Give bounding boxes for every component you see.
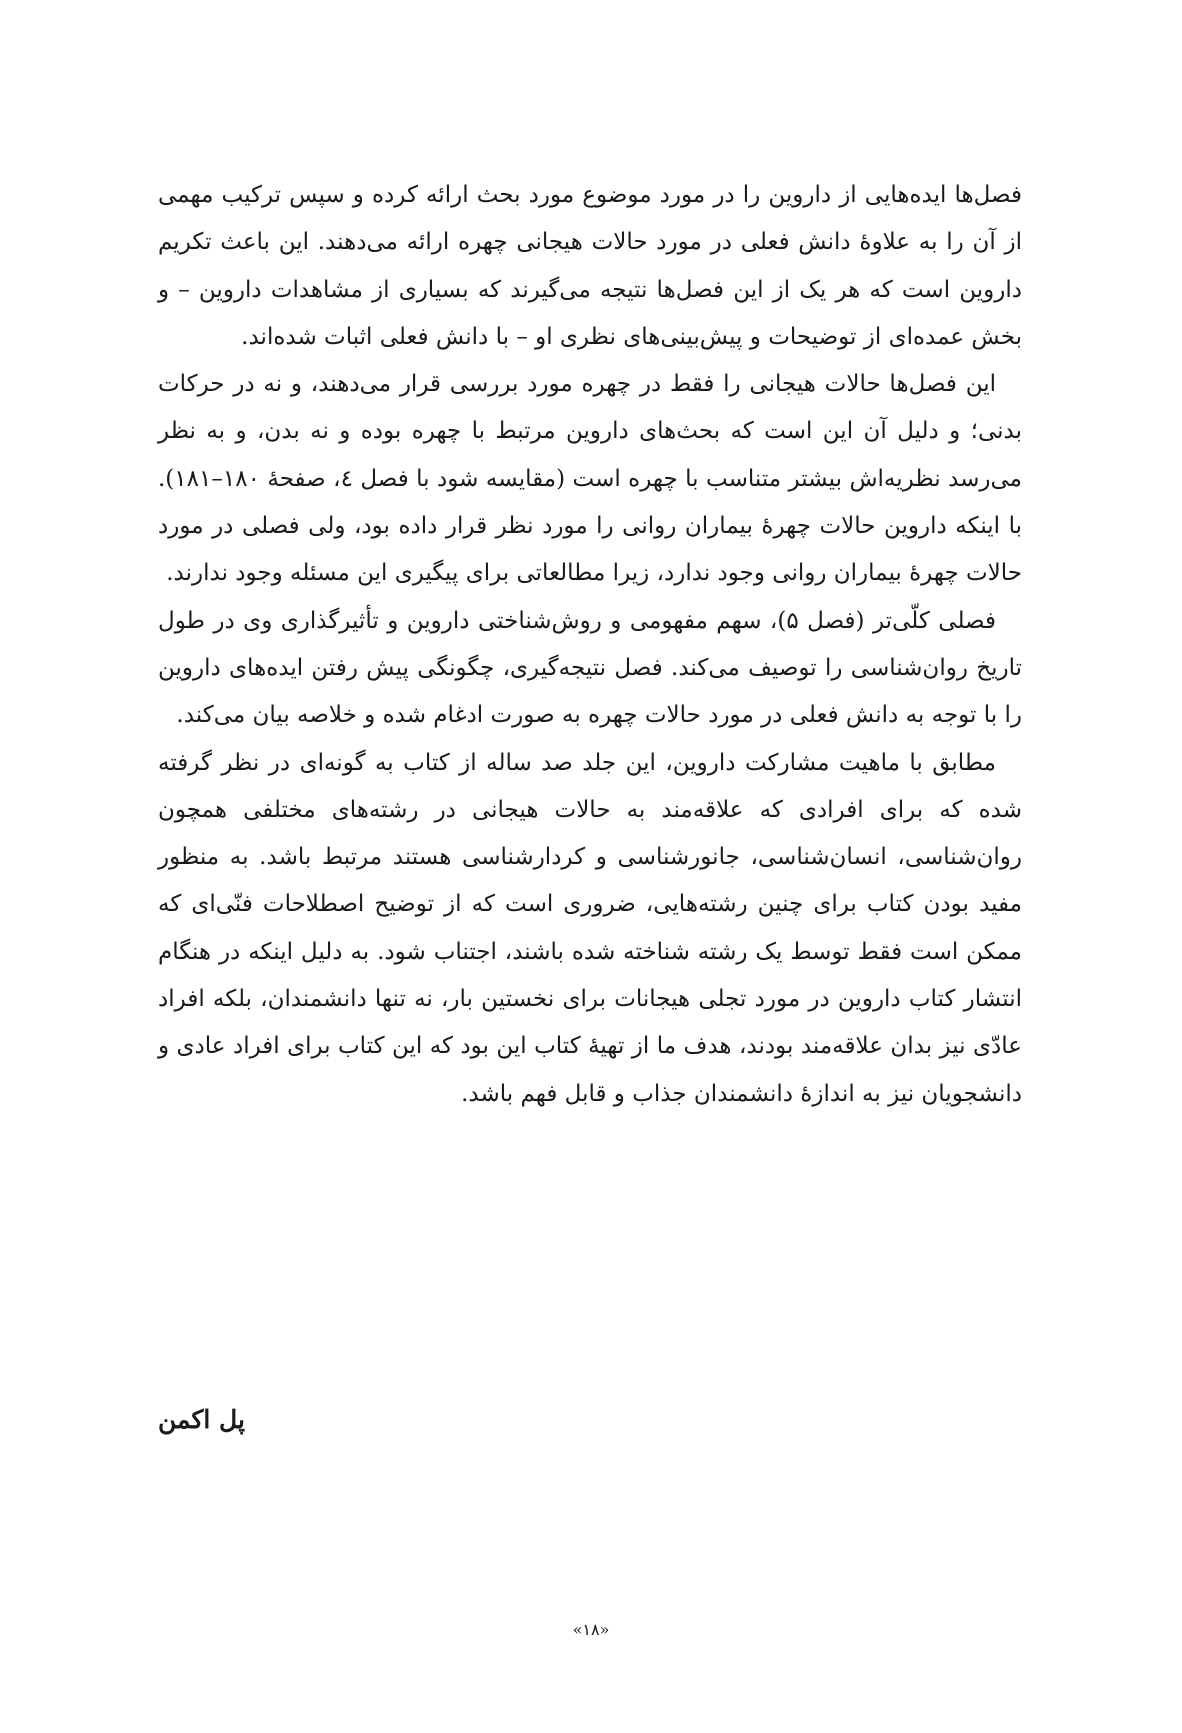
paragraph-2: این فصل‌ها حالات هیجانی را فقط در چهره مورد بررسی قرار می‌دهند، و نه در حرکات بدنی؛ و دلیل آن این است که بحث‌های داروین مرتبط با چهره بوده و نه بدن، و به نظر می‌رسد نظریه‌اش بیشتر متناسب با چهره است (مقایسه شود با فصل ٤، صفحۀ ۱۸۰–۱۸۱). با اینکه داروین حالات چهرۀ بیماران روانی را مورد نظر قرار داده بود، ولی فصلی در مورد حالات چهرۀ بیماران روانی وجود ندارد، زیرا مطالعاتی برای پیگیری این مسئله وجود ندارند.: [158, 371, 1023, 587]
author-signature-block: [158, 1405, 1022, 1434]
paragraph-4: مطابق با ماهیت مشارکت داروین، این جلد صد ساله از کتاب به گونه‌ای در نظر گرفته شده که برای افرادی که علاقه‌مند به حالات هیجانی در رشته‌های مختلفی همچون روان‌شناسی، انسان‌شناسی، جانورشناسی و کردارشناسی هستند مرتبط باشد. به منظور مفید بودن کتاب برای چنین رشته‌هایی، ضروری است که از توضیح اصطلاحات فنّی‌ای که ممکن است فقط توسط یک رشته شناخته شده باشند، اجتناب شود. به دلیل اینکه در هنگام انتشار کتاب داروین در مورد تجلی هیجانات برای نخستین بار، نه تنها دانشمندان، بلکه افراد عادّی نیز بدان علاقه‌مند بودند، هدف ما از تهیۀ کتاب این بود که این کتاب برای افراد عادی و دانشجویان نیز به اندازۀ دانشمندان جذاب و قابل فهم باشد.: [158, 749, 1022, 1107]
page-number: «۱۸»: [572, 1620, 610, 1639]
paragraph-1: فصل‌ها ایده‌هایی از داروین را در مورد موضوع مورد بحث ارائه کرده و سپس ترکیب مهمی از آن را به علاوۀ دانش فعلی در مورد حالات هیجانی چهره ارائه می‌دهند. این باعث تکریم داروین است که هر یک از این فصل‌ها نتیجه می‌گیرند که بسیاری از مشاهدات داروین – و بخش عمده‌ای از توضیحات و پیش‌بینی‌های نظری او – با دانش فعلی اثبات شده‌اند.: [158, 182, 1022, 350]
paragraph-3: فصلی کلّی‌تر (فصل ۵)، سهم مفهومی و روش‌شناختی داروین و تأثیرگذاری وی در طول تاریخ روان‌شناسی را توصیف می‌کند. فصل نتیجه‌گیری، چگونگی پیش رفتن ایده‌های داروین را با توجه به دانش فعلی در مورد حالات چهره به صورت ادغام شده و خلاصه بیان می‌کند.: [158, 607, 1022, 729]
author-signature: پل اکمن: [158, 1405, 245, 1434]
body-text: [158, 172, 1022, 1118]
